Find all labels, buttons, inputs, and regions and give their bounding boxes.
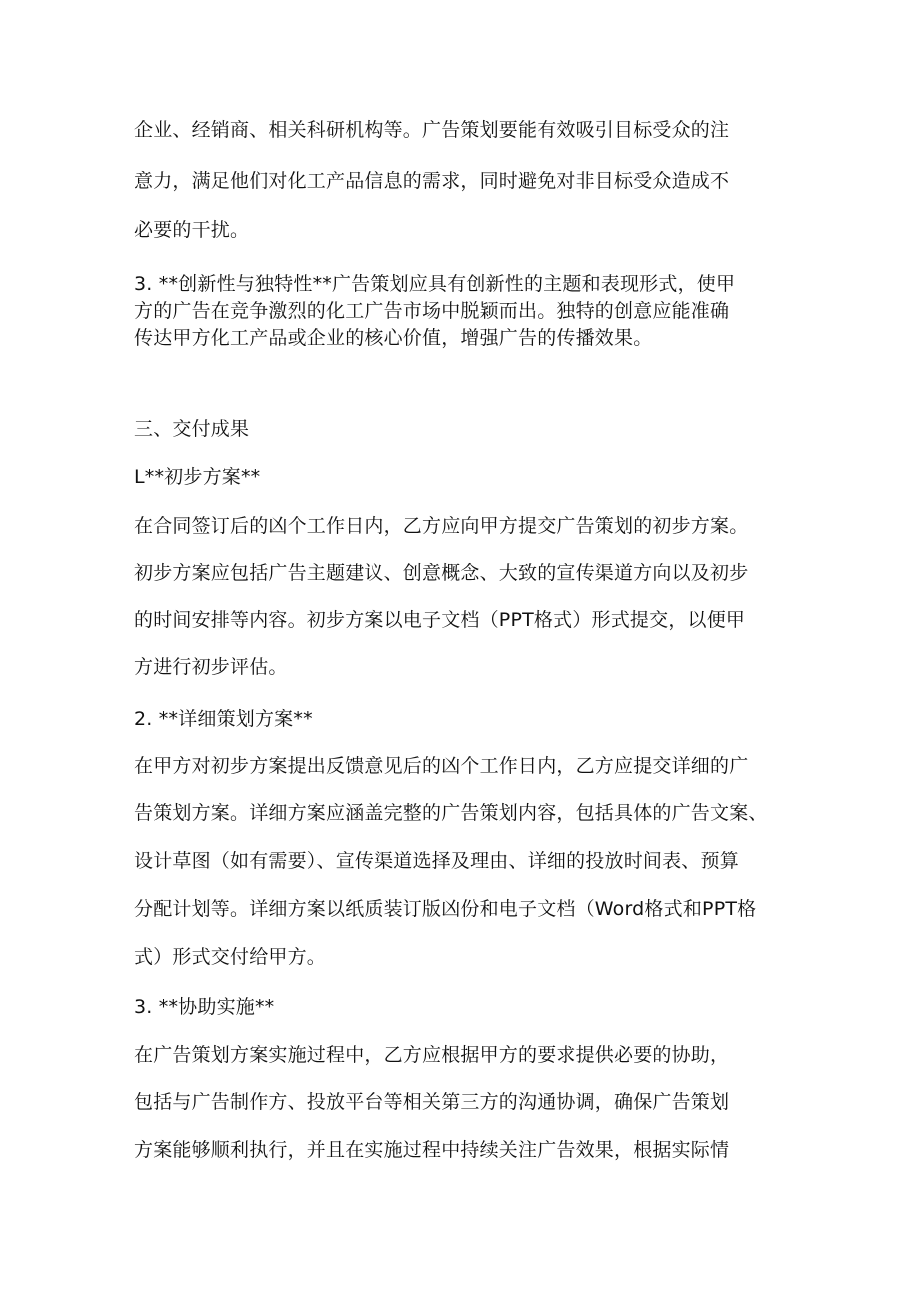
text-line: 在合同签订后的凶个工作日内，乙方应向甲方提交广告策划的初步方案。: [134, 515, 749, 537]
text-line: 3. **协助实施**: [134, 996, 275, 1018]
text-line: 3. **创新性与独特性**广告策划应具有创新性的主题和表现形式，使甲: [134, 273, 736, 295]
text-line: 企业、经销商、相关科研机构等。广告策划要能有效吸引目标受众的注: [134, 119, 730, 141]
text-line: 设计草图（如有需要）、宣传渠道选择及理由、详细的投放时间表、预算: [134, 850, 739, 872]
section-heading: 三、交付成果: [134, 418, 250, 440]
text-line: 方的广告在竞争激烈的化工广告市场中脱颖而出。独特的创意应能准确: [134, 300, 730, 322]
text-line: 必要的干扰。: [134, 219, 250, 241]
text-line: 在甲方对初步方案提出反馈意见后的凶个工作日内，乙方应提交详细的广: [134, 755, 749, 777]
text-line: L**初步方案**: [134, 466, 261, 488]
text-line: 意力，满足他们对化工产品信息的需求，同时避免对非目标受众造成不: [134, 170, 730, 192]
text-line: 方进行初步评估。: [134, 656, 288, 678]
text-line: 2. **详细策划方案**: [134, 708, 313, 730]
text-line: 式）形式交付给甲方。: [134, 946, 327, 968]
text-line: 初步方案应包括广告主题建议、创意概念、大致的宣传渠道方向以及初步: [134, 562, 749, 584]
text-line: 包括与广告制作方、投放平台等相关第三方的沟通协调，确保广告策划: [134, 1091, 730, 1113]
text-line: 传达甲方化工产品或企业的核心价值，增强广告的传播效果。: [134, 327, 653, 349]
text-line: 告策划方案。详细方案应涵盖完整的广告策划内容，包括具体的广告文案、: [134, 802, 768, 824]
text-line: 分配计划等。详细方案以纸质装订版凶份和电子文档（Word格式和PPT格: [134, 898, 757, 920]
text-line: 方案能够顺利执行，并且在实施过程中持续关注广告效果，根据实际情: [134, 1139, 730, 1161]
text-line: 在广告策划方案实施过程中，乙方应根据甲方的要求提供必要的协助，: [134, 1044, 730, 1066]
text-line: 的时间安排等内容。初步方案以电子文档（PPT格式）形式提交，以便甲: [134, 609, 746, 631]
